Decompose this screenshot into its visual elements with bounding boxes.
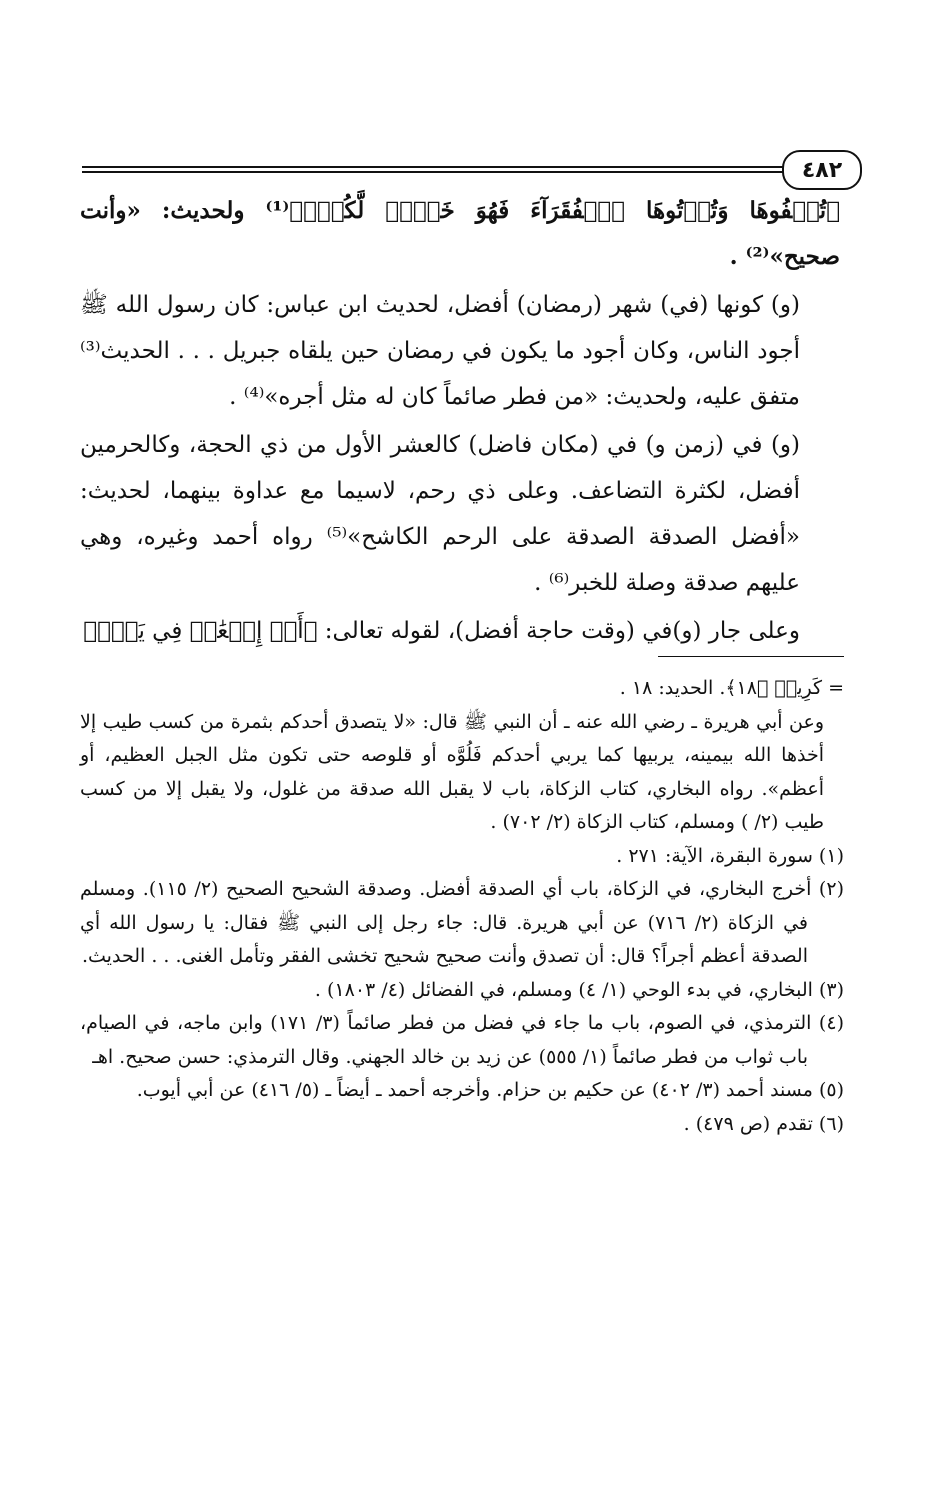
footnote-3: (٣) البخاري، في بدء الوحي (١/ ٤) ومسلم، في الفضائل (٤/ ١٨٠٣) . <box>314 978 844 1001</box>
header-rule <box>82 166 842 175</box>
footnote-continued-hadith: وعن أبي هريرة ـ رضي الله عنه ـ أن النبي ﷺ قال: «لا يتصدق أحدكم بثمرة من كسب طيب إلا أخذها الله بيمينه، يربيها كما يربي أحدكم فَلُوَّه أو قلوصه حتى تكون مثل الجبل العظيم، أو أعظم». رواه البخاري، كتاب الزكاة، باب لا يقبل الله صدقة من غلول، ولا يقبل إلا من كسب طيب (٢/ ) ومسلم، كتاب الزكاة (٢/ ٧٠٢) . <box>80 710 824 833</box>
footnote-continued: = كَرِيمٞ ﴿١٨﴾. الحديد: ١٨ . <box>619 677 844 699</box>
footnote-separator <box>658 656 844 657</box>
footnote-4: (٤) الترمذي، في الصوم، باب ما جاء في فضل من فطر صائماً (٣/ ١٧١) وابن ماجه، في الصيام، باب ثواب من فطر صائماً (١/ ٥٥٥) عن زيد بن خالد الجهني. وقال الترمذي: حسن صحيح. اهـ <box>80 1012 844 1068</box>
paragraph-4: وعلى جار (و)في (وقت حاجة أفضل)، لقوله تعالى: ﴿أَوۡ إِطۡعَٰمٞ فِي يَوۡمٖ <box>83 618 800 644</box>
page-number-badge <box>782 150 862 190</box>
paragraph-1: ﴿تُخۡفُوهَا وَتُؤۡتُوهَا ٱلۡفُقَرَآءَ فَهُوَ خَيۡرٞ لَّكُمۡۚ﴾⁽¹⁾ ولحديث: «وأنت صحيح»⁽²⁾ . <box>80 197 841 270</box>
footnote-2: (٢) أخرج البخاري، في الزكاة، باب أي الصدقة أفضل. وصدقة الشحيح الصحيح (٢/ ١١٥). ومسلم في الزكاة (٢/ ٧١٦) عن أبي هريرة. قال: جاء رجل إلى النبي ﷺ فقال: يا رسول الله أي الصدقة أعظم أجراً؟ قال: أن تصدق وأنت صحيح شحيح تخشى الفقر وتأمل الغنى. . . الحديث. <box>80 878 844 967</box>
footnotes <box>80 672 844 1141</box>
footnote-6: (٦) تقدم (ص ٤٧٩) . <box>683 1112 844 1135</box>
footnote-1: (١) سورة البقرة، الآية: ٢٧١ . <box>616 844 844 867</box>
paragraph-3: (و) في (زمن و) في (مكان فاضل) كالعشر الأول من ذي الحجة، وكالحرمين أفضل، لكثرة التضاعف. وعلى ذي رحم، لاسيما مع عداوة بينهما، لحديث: «أفضل الصدقة الصدقة على الرحم الكاشح»⁽⁵⁾ رواه أحمد وغيره، وهي عليهم صدقة وصلة للخبر⁽⁶⁾ . <box>80 432 800 596</box>
footnote-5: (٥) مسند أحمد (٣/ ٤٠٢) عن حكيم بن حزام. وأخرجه أحمد ـ أيضاً ـ (٥/ ٤١٦) عن أبي أيوب. <box>136 1079 844 1101</box>
page-number: ٤٨٢ <box>801 157 843 183</box>
paragraph-2: (و) كونها (في) شهر (رمضان) أفضل، لحديث ابن عباس: كان رسول الله ﷺ أجود الناس، وكان أجود ما يكون في رمضان حين يلقاه جبريل . . . الحديث⁽³⁾ متفق عليه، ولحديث: «من فطر صائماً كان له مثل أجره»⁽⁴⁾ . <box>80 292 800 410</box>
main-text <box>80 188 840 654</box>
